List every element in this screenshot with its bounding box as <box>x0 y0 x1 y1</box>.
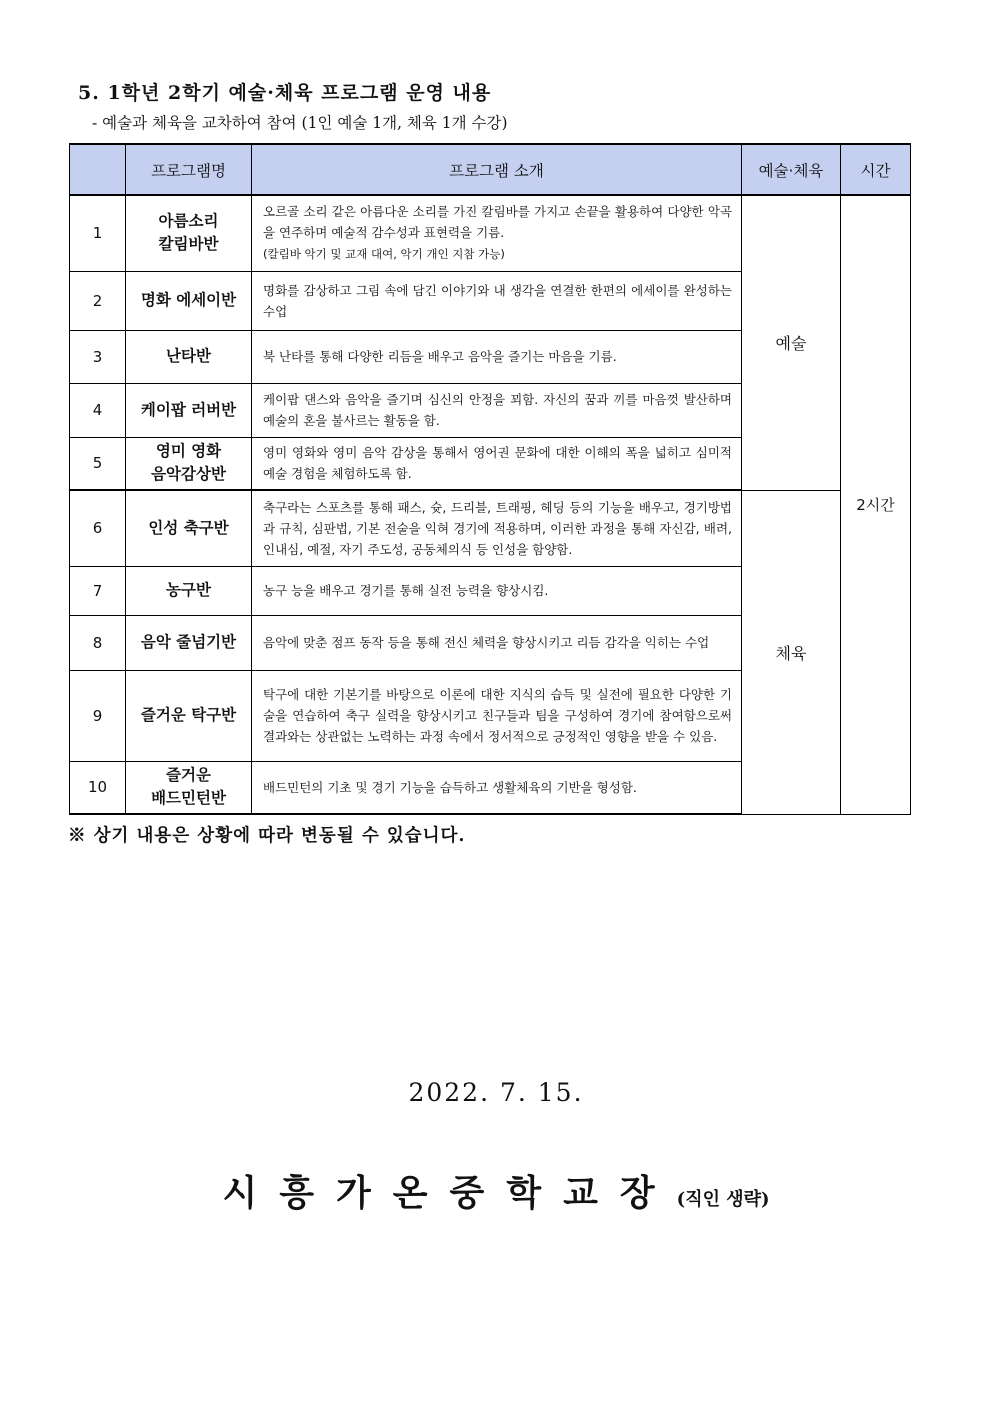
program-description: 탁구에 대한 기본기를 바탕으로 이론에 대한 지식의 습득 및 실전에 필요한 다양한 기술을 연습하여 축구 실력을 향상시키고 친구들과 팀을 구성하여 경기에 참여함으로써 결과와는 상관없는 노력하는 과정 속에서 정서적으로 긍정적인 영향을 받을 수 있음. <box>252 670 742 761</box>
category-pe: 체육 <box>742 490 841 814</box>
program-name <box>126 761 252 814</box>
program-name-line: 명화 에세이반 <box>140 291 237 309</box>
program-name <box>126 670 252 761</box>
row-number: 8 <box>70 615 126 670</box>
program-name-line: 음악감상반 <box>151 465 226 484</box>
program-name-line: 배드민턴반 <box>151 789 226 808</box>
row-number: 5 <box>70 437 126 490</box>
table-header-row <box>70 144 911 195</box>
row-number: 7 <box>70 566 126 615</box>
program-name-line: 즐거운 탁구반 <box>140 706 237 724</box>
section-subheading: - 예술과 체육을 교차하여 참여 (1인 예술 1개, 체육 1개 수강) <box>92 114 508 132</box>
program-name <box>126 615 252 670</box>
table-row <box>70 195 911 271</box>
program-name <box>126 437 252 490</box>
program-name <box>126 490 252 566</box>
program-description: 농구 능을 배우고 경기를 통해 실전 능력을 향상시킴. <box>252 566 742 615</box>
row-number: 3 <box>70 330 126 383</box>
program-name <box>126 195 252 271</box>
document-date: 2022. 7. 15. <box>408 1078 584 1107</box>
time-cell: 2시간 <box>841 195 911 814</box>
row-number: 4 <box>70 383 126 437</box>
row-number: 1 <box>70 195 126 271</box>
program-description: 케이팝 댄스와 음악을 즐기며 심신의 안정을 꾀함. 자신의 꿈과 끼를 마음껏 발산하며 예술의 혼을 불사르는 활동을 함. <box>252 383 742 437</box>
header-program-name: 프로그램명 <box>126 144 252 195</box>
program-description <box>252 195 742 271</box>
program-name-line: 아름소리 <box>158 212 219 231</box>
header-category: 예술·체육 <box>742 144 841 195</box>
program-description: 축구라는 스포츠를 통해 패스, 슛, 드리블, 트래핑, 헤딩 등의 기능을 배우고, 경기방법과 규칙, 심판법, 기본 전술을 익혀 경기에 적용하며, 이러한 과정을 통해 자신감, 배려, 인내심, 예절, 자기 주도성, 공동체의식 등 인성을 함양함. <box>252 490 742 566</box>
header-number <box>70 144 126 195</box>
table-row <box>70 490 911 566</box>
program-name-line: 즐거운 <box>166 766 211 785</box>
program-description: 음악에 맞춘 점프 동작 등을 통해 전신 체력을 향상시키고 리듬 감각을 익히는 수업 <box>252 615 742 670</box>
program-name <box>126 566 252 615</box>
program-name <box>126 330 252 383</box>
program-name <box>126 271 252 330</box>
row-number: 2 <box>70 271 126 330</box>
program-description: 배드민턴의 기초 및 경기 기능을 습득하고 생활체육의 기반을 형성함. <box>252 761 742 814</box>
program-name-line: 난타반 <box>166 347 211 365</box>
row-number: 9 <box>70 670 126 761</box>
program-description: 북 난타를 통해 다양한 리듬을 배우고 음악을 즐기는 마음을 기름. <box>252 330 742 383</box>
program-name <box>126 383 252 437</box>
program-name-line: 음악 줄넘기반 <box>140 633 237 651</box>
program-description: 명화를 감상하고 그림 속에 담긴 이야기와 내 생각을 연결한 한편의 에세이를 완성하는 수업 <box>252 271 742 330</box>
signature-block <box>0 1165 992 1216</box>
description-note: (칼림바 악기 및 교재 대여, 악기 개인 지참 가능) <box>263 247 505 262</box>
program-name-line: 인성 축구반 <box>148 518 229 537</box>
school-principal-name: 시흥가온중학교장 <box>222 1172 677 1214</box>
program-table <box>69 143 911 815</box>
program-name-line: 케이팝 러버반 <box>140 400 237 419</box>
notice-text: ※ 상기 내용은 상황에 따라 변동될 수 있습니다. <box>68 826 466 846</box>
program-name-line: 칼림바반 <box>158 235 219 254</box>
row-number: 10 <box>70 761 126 814</box>
category-art: 예술 <box>742 195 841 490</box>
program-name-line: 영미 영화 <box>155 442 222 461</box>
header-program-intro: 프로그램 소개 <box>252 144 742 195</box>
row-number: 6 <box>70 490 126 566</box>
program-name-line: 농구반 <box>166 581 211 599</box>
section-heading: 5. 1학년 2학기 예술·체육 프로그램 운영 내용 <box>78 82 492 104</box>
seal-omitted-note: (직인 생략) <box>676 1189 770 1210</box>
description-text: 오르골 소리 같은 아름다운 소리를 가진 칼림바를 가지고 손끝을 활용하여 다양한 악곡을 연주하며 예술적 감수성과 표현력을 기름. <box>263 204 732 241</box>
program-description: 영미 영화와 영미 음악 감상을 통해서 영어권 문화에 대한 이해의 폭을 넓히고 심미적 예술 경험을 체험하도록 함. <box>252 437 742 490</box>
header-time: 시간 <box>841 144 911 195</box>
